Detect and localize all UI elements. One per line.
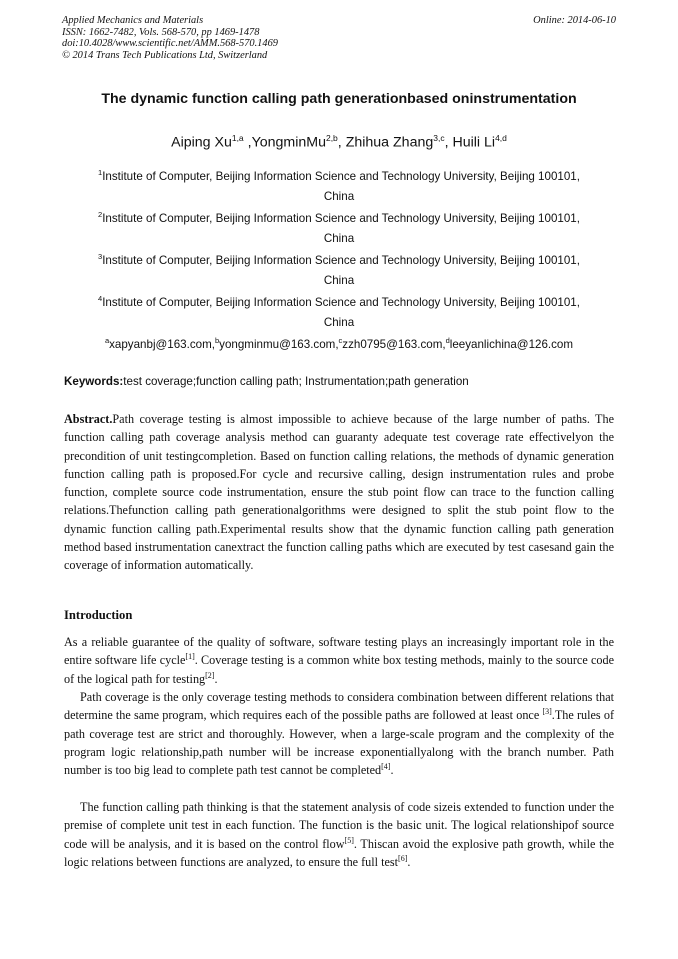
- paragraph-text: . Thiscan avoid the explosive path growth, while the logic relations between functions are analyzed, to ensure the full test: [64, 836, 614, 869]
- email-sup: b: [214, 336, 220, 345]
- journal-meta: [62, 15, 278, 61]
- affiliation-3: [66, 247, 612, 292]
- citation: [6]: [398, 853, 408, 863]
- intro-paragraph-3: [64, 798, 614, 871]
- affiliation-text: Institute of Computer, Beijing Information Science and Technology University, Beijing 100101,: [102, 169, 580, 183]
- intro-paragraph-2: [64, 688, 614, 779]
- affiliation-text: Institute of Computer, Beijing Information Science and Technology University, Beijing 100101,: [102, 211, 580, 225]
- abstract-label: Abstract.: [64, 412, 113, 426]
- keywords: [64, 375, 614, 388]
- affiliation-country: China: [323, 316, 355, 330]
- affiliation-1: [66, 163, 612, 208]
- abstract: [64, 410, 614, 575]
- paragraph-text: As a reliable guarantee of the quality of software, software testing plays an increasingly important role in the entire software life cycle: [64, 635, 614, 668]
- citation: [1]: [185, 652, 195, 662]
- affiliation-number: 4: [98, 294, 103, 303]
- email-text: zzh0795@163.com,: [342, 337, 446, 351]
- paragraph-text: .The rules of path coverage test are strict and thoroughly. However, when a large-scale program and the complexity of the program logic relationship,path number will be increase exponentiallyalong with the branch number. Path number is too big lead to complete path test cannot be completed: [64, 708, 614, 778]
- author-sep: ,: [243, 134, 252, 151]
- author-sep: ,: [337, 134, 346, 151]
- affiliation-country: China: [323, 274, 355, 288]
- paragraph-text: .: [407, 854, 411, 869]
- citation: [2]: [205, 670, 215, 680]
- paragraph-text: The function calling path thinking is that the statement analysis of code sizeis extended to function under the premise of complete unit test in each function. The function is the basic unit. The logical relationshipof source code will be analysis, and it is based on the control flow: [64, 800, 614, 851]
- author-name: Aiping Xu: [171, 134, 232, 151]
- section-heading: Introduction: [64, 608, 133, 622]
- paragraph-text: .: [390, 763, 394, 778]
- abstract-text: Path coverage testing is almost impossible to achieve because of the large number of paths. The function calling path coverage analysis method can guaranty adequate test coverage rate effectivelyon the precondition of unit testingcompletion. Based on function calling relations, the methods of dynamic generation function calling path is proposed.For cycle and recursive calling, design instrumentation rules and probe function, complete source code instrumentation, ensure the stub point flow can trace to the function calling relations.Thefunction calling path generationalgorithms were designed to split the stub point flow to the dynamic function calling path.Experimental results show that the dynamic function calling path generation method based instrumentation canextract the function calling paths which are executed by test casesand gain the coverage of information automatically.: [64, 412, 614, 573]
- journal-copyright: © 2014 Trans Tech Publications Ltd, Switzerland: [62, 49, 268, 61]
- affiliation-text: Institute of Computer, Beijing Information Science and Technology University, Beijing 100101,: [102, 253, 580, 267]
- author-sup: 3,c: [433, 133, 445, 143]
- affiliation-country: China: [323, 190, 355, 204]
- journal-issn: ISSN: 1662-7482, Vols. 568-570, pp 1469-1478: [62, 26, 260, 38]
- citation: [3]: [542, 707, 552, 717]
- paragraph-text: . Coverage testing is a common white box testing methods, mainly to the source code of the logical path for testing: [64, 653, 614, 686]
- author-sep: ,: [444, 134, 453, 151]
- author-sup: 2,b: [325, 133, 338, 143]
- affiliation-number: 3: [98, 252, 103, 261]
- journal-doi: doi:10.4028/www.scientific.net/AMM.568-570.1469: [62, 38, 278, 50]
- author-emails: [0, 336, 678, 351]
- email-sup: d: [445, 336, 450, 345]
- intro-paragraph-1: [64, 633, 614, 688]
- paragraph-text: Path coverage is the only coverage testing methods to considera combination between different relations that determine the same program, which requires each of the possible paths are followed at least once: [64, 690, 614, 723]
- email-text: yongminmu@163.com,: [219, 337, 339, 351]
- affiliation-number: 2: [98, 210, 103, 219]
- keywords-label: Keywords:: [64, 375, 124, 388]
- keywords-text: test coverage;function calling path; Instrumentation;path generation: [123, 375, 469, 388]
- citation: [5]: [344, 835, 354, 845]
- email-sup: c: [338, 336, 343, 345]
- author-sup: 1,a: [231, 133, 244, 143]
- author-name: Huili Li: [452, 134, 496, 151]
- citation: [4]: [381, 762, 391, 772]
- affiliation-text: Institute of Computer, Beijing Information Science and Technology University, Beijing 100101,: [102, 295, 580, 309]
- affiliation-4: [66, 289, 612, 334]
- paragraph-text: .: [214, 671, 218, 686]
- paper-title: The dynamic function calling path generationbased oninstrumentation: [101, 91, 577, 107]
- author-name: Zhihua Zhang: [345, 134, 434, 151]
- author-sup: 4,d: [495, 133, 507, 143]
- online-date: Online: 2014-06-10: [533, 15, 616, 26]
- author-list: [0, 133, 678, 151]
- affiliation-2: [66, 205, 612, 250]
- affiliation-country: China: [323, 232, 355, 246]
- email-text: leeyanlichina@126.com: [449, 337, 574, 351]
- email-text: xapyanbj@163.com,: [109, 337, 215, 351]
- journal-name: Applied Mechanics and Materials: [62, 15, 204, 26]
- author-name: YongminMu: [251, 134, 326, 151]
- affiliation-number: 1: [98, 168, 103, 177]
- email-sup: a: [104, 336, 110, 345]
